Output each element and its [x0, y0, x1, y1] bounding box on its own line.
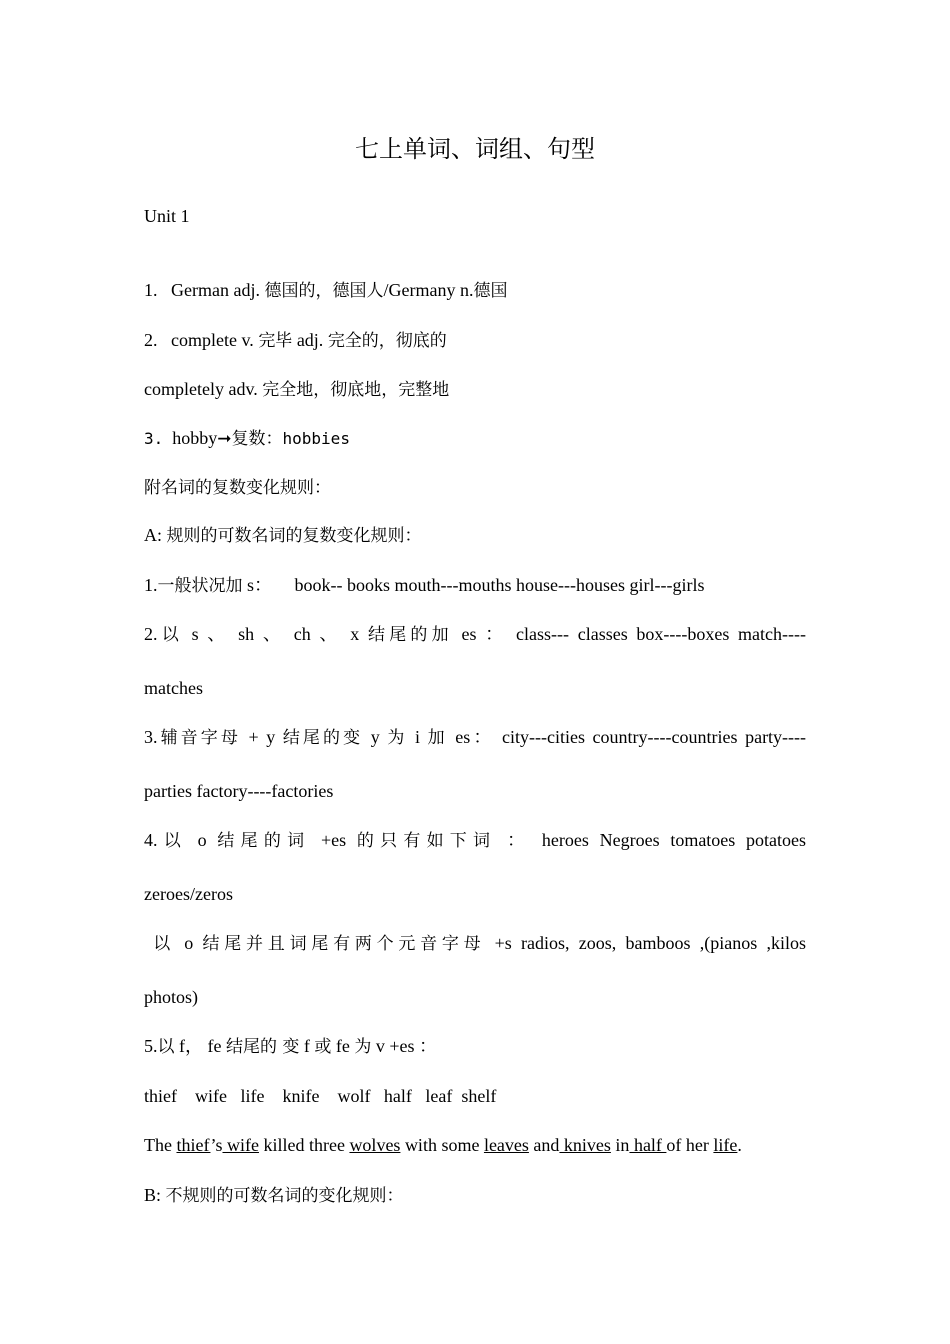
rule-1: 1.一般状况加 s： book-- books mouth---mouths house---houses girl---girls — [144, 575, 705, 596]
rule-4-continued: zeroes/zeros — [144, 884, 233, 904]
rule-3-continued: parties factory----factories — [144, 781, 334, 801]
vocab-item-3: 3. hobby➞复数：hobbies — [144, 428, 350, 449]
rule-4-exception-continued: photos) — [144, 987, 198, 1007]
rule-3: 3.辅音字母 + y 结尾的变 y 为 i 加 es： city---cities country----countries party---- — [144, 727, 807, 748]
vocab-item-1: 1. German adj. 德国的，德国人/Germany n.德国 — [144, 280, 508, 301]
plural-rules-heading: 附名词的复数变化规则： — [144, 478, 331, 498]
page-title: 七上单词、词组、句型 — [355, 135, 595, 163]
rule-4: 4.以 o 结尾的词 +es 的只有如下词 ： heroes Negroes tomatoes potatoes — [144, 830, 807, 851]
section-a-heading: A: 规则的可数名词的复数变化规则： — [144, 525, 422, 546]
rule-2-continued: matches — [144, 678, 203, 698]
rule-5-word-list: thief wife life knife wolf half leaf shelf — [144, 1086, 497, 1106]
rule-2: 2.以 s 、 sh 、 ch 、 x 结尾的加 es ： class--- classes box----boxes match---- — [144, 624, 807, 645]
rule-4-exception: 以 o 结尾并且词尾有两个元音字母 +s radios, zoos, bamboos ,(pianos ,kilos — [153, 933, 807, 954]
vocab-item-2-adverb: completely adv. 完全地，彻底地，完整地 — [144, 379, 450, 400]
rule-5: 5.以 f， fe 结尾的 变 f 或 fe 为 v +es ： — [144, 1036, 438, 1057]
vocab-item-2: 2. complete v. 完毕 adj. 完全的，彻底的 — [144, 330, 447, 351]
unit-heading: Unit 1 — [144, 206, 190, 226]
example-sentence: The thief’s wife killed three wolves with some leaves and knives in half of her life. — [144, 1135, 742, 1155]
section-b-heading: B: 不规则的可数名词的变化规则： — [144, 1185, 404, 1206]
